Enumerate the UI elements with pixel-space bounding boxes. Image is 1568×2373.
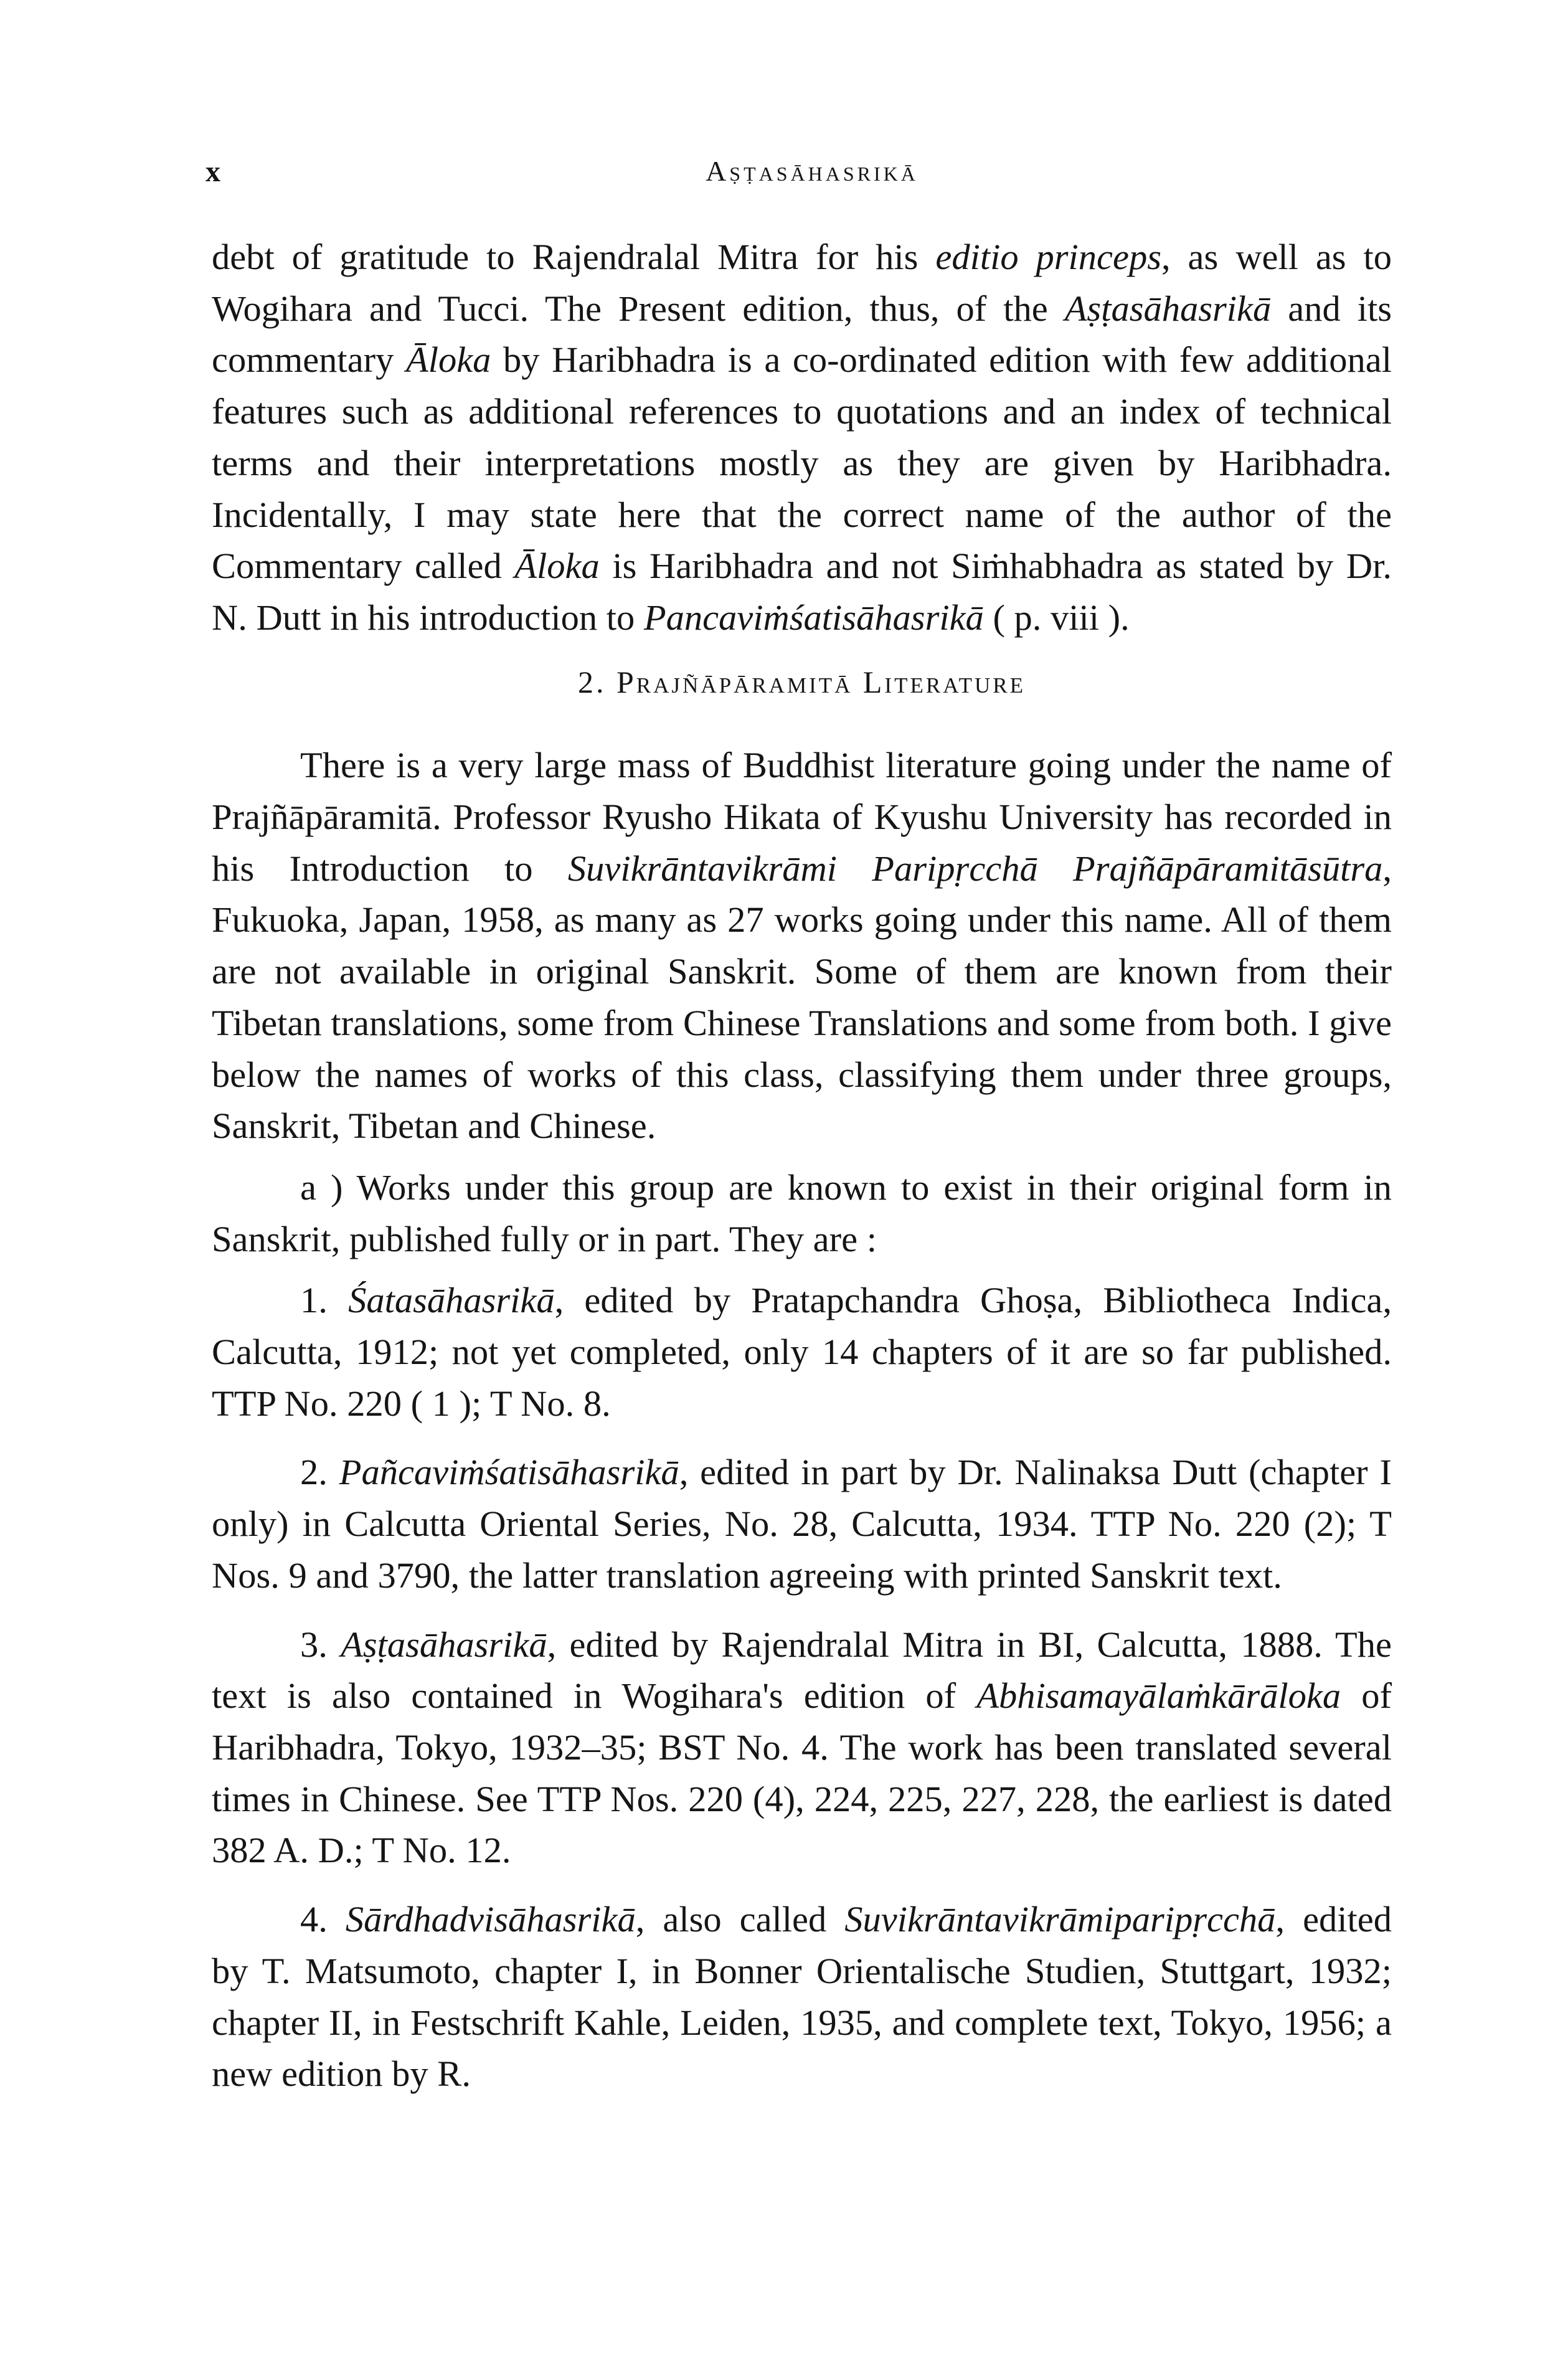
list-item: 4. Sārdhadvisāhasrikā, also called Suvikrāntavikrāmiparipṛcchā, edited by T. Matsumoto, chapter I, in Bonner Orientalische Studien, Stuttgart, 1932; chapter II, in Festschrift Kahle, Leiden, 1935, and complete text, Tokyo, 1956; a new edition by R. — [212, 1899, 1392, 2095]
list-item: 2. Pañcaviṁśatisāhasrikā, edited in part by Dr. Nalinaksa Dutt (chapter I only) in Calcutta Oriental Series, No. 28, Calcutta, 1934. TTP No. 220 (2); T Nos. 9 and 3790, the latter translation agreeing with printed Sanskrit text. — [212, 1452, 1392, 1596]
italic-title: Suvikrāntavikrāmi Paripṛcchā Prajñāpāramitāsūtra — [567, 848, 1383, 889]
page-header — [205, 154, 1419, 198]
section-heading: 2. Prajñāpāramitā Literature — [578, 664, 1026, 699]
list-item: 3. Aṣṭasāhasrikā, edited by Rajendralal Mitra in BI, Calcutta, 1888. The text is also contained in Wogihara's edition of Abhisamayālaṁkārāloka of Haribhadra, Tokyo, 1932–35; BST No. 4. The work has been translated several times in Chinese. See TTP Nos. 220 (4), 224, 225, 227, 228, the earliest is dated 382 A. D.; T No. 12. — [212, 1624, 1392, 1871]
list-item: 1. Śatasāhasrikā, edited by Pratapchandra Ghoṣa, Bibliotheca Indica, Calcutta, 1912; not yet completed, only 14 chapters of it are so far published. TTP No. 220 ( 1 ); T No. 8. — [212, 1280, 1392, 1424]
page-number: x — [205, 155, 220, 188]
italic-title: Pañcaviṁśatisāhasrikā — [339, 1452, 679, 1493]
italic-title: Aṣṭasāhasrikā — [341, 1624, 547, 1665]
italic-title: Aṣṭasāhasrikā — [1064, 288, 1272, 329]
italic-title: Śatasāhasrikā — [348, 1280, 555, 1321]
italic-title: Pancaviṁśatisāhasrikā — [643, 597, 984, 638]
italic-title: Sārdhadvisāhasrikā — [345, 1899, 636, 1940]
literature-paragraph: There is a very large mass of Buddhist literature going under the name of Prajñāpāramitā. Professor Ryusho Hikata of Kyushu University has recorded in his Introduction to Suvikrāntavikrāmi Paripṛcchā Prajñāpāramitāsūtra, Fukuoka, Japan, 1958, as many as 27 works going under this name. All of them are not available in original Sanskrit. Some of them are known from their Tibetan translations, some from Chinese Translations and some from both. I give below the names of works of this class, classifying them under three groups, Sanskrit, Tibetan and Chinese. — [212, 745, 1392, 1147]
italic-title: Āloka — [405, 339, 491, 381]
group-a-paragraph: a ) Works under this group are known to exist in their original form in Sanskrit, published fully or in part. They are : — [212, 1167, 1392, 1259]
italic-title: editio princeps — [935, 237, 1161, 277]
italic-title: Suvikrāntavikrāmiparipṛcchā — [844, 1899, 1276, 1940]
italic-title: Abhisamayālaṁkārāloka — [976, 1675, 1341, 1717]
body-text — [212, 232, 1392, 2100]
italic-title: Āloka — [514, 546, 600, 587]
intro-paragraph: debt of gratitude to Rajendralal Mitra for his editio princeps, as well as to Wogihara and Tucci. The Present edition, thus, of the Aṣṭasāhasrikā and its commentary Āloka by Haribhadra is a co-ordinated edition with few additional features such as additional references to quotations and an index of technical terms and their interpretations mostly as they are given by Haribhadra. Incidentally, I may state here that the correct name of the author of the Commentary called Āloka is Haribhadra and not Siṁhabhadra as stated by Dr. N. Dutt in his introduction to Pancaviṁśatisāhasrikā ( p. viii ). — [212, 237, 1392, 638]
running-title: Aṣṭasāhasrikā — [706, 155, 919, 187]
